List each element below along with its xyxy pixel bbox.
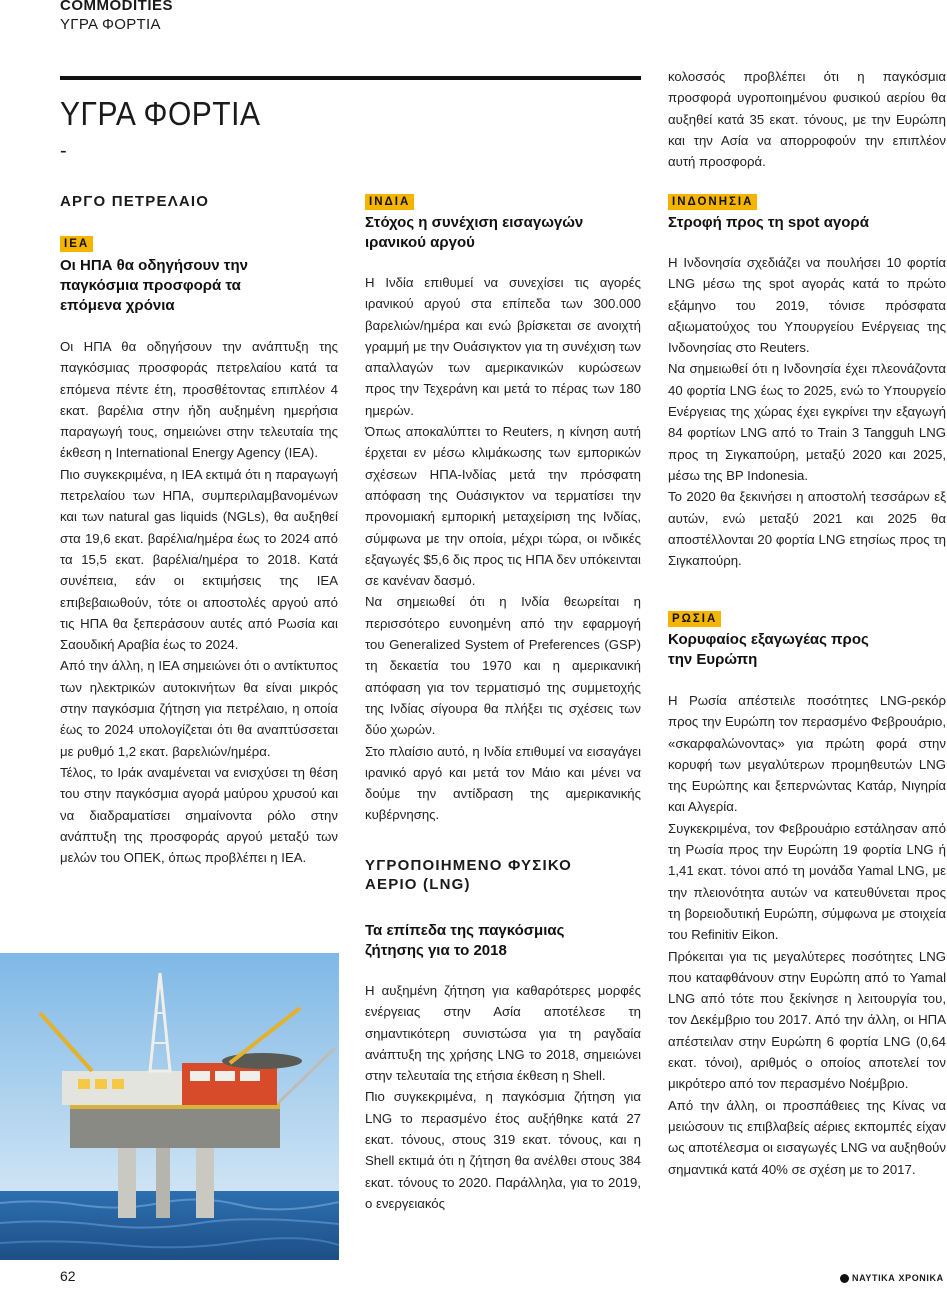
article-india (365, 272, 641, 826)
paragraph: Τέλος, το Ιράκ αναμένεται να ενισχύσει τη θέση του στην παγκόσμια αγορά μαύρου χρυσού και να διαδραματίσει σημαίνοντα ρόλο στην ανάπτυξη της προσφοράς αργού μεταξύ των μελών του ΟΠΕΚ, όπως προβλέπει η IEA. (60, 764, 338, 866)
paragraph: Η Ινδονησία σχεδιάζει να πουλήσει 10 φορτία LNG μέσω της spot αγοράς κατά το πρώτο εξάμηνο του 2019, τόνισε πρόσφατα αξιωματούχος του Υπουργείου Ενέργειας της Ινδονησίας στο Reuters. (668, 255, 946, 356)
article-russia (668, 690, 946, 1180)
article-indonesia (668, 252, 946, 571)
oil-platform-photo (0, 953, 339, 1260)
headline-indonesia: Στροφή προς τη spot αγορά (668, 214, 869, 231)
article-iea (60, 336, 338, 868)
page-number: 62 (60, 1268, 76, 1284)
paragraph: κολοσσός προβλέπει ότι η παγκόσμια προσφορά υγροποιημένου φυσικού αερίου θα αυξηθεί κατά 35 εκατ. τόνους, με την Ευρώπη και την Ασία να απορροφούν την επιπλέον αυτή προσφορά. (668, 69, 946, 170)
paragraph: Πιο συγκεκριμένα, η παγκόσμια ζήτηση για LNG το περασμένο έτος αυξήθηκε κατά 27 εκατ. τόνους, στους 319 εκατ. τόνους, και η Shell εκτιμά ότι η ζήτηση θα ανέλθει στους 384 εκατ. τόνους το 2020. Παράλληλα, για το 2019, ο ενεργειακός (365, 1089, 641, 1211)
paragraph: Όπως αποκαλύπτει το Reuters, η κίνηση αυτή έρχεται εν μέσω κλιμάκωσης των εμπορικών σχέσεων ΗΠΑ-Ινδίας μετά την πρόσφατη απόφαση της Ουάσιγκτον να τερματίσει την προνομιακή εμπορική μεταχείριση της Ινδίας, σύμφωνα με την οποία, μέχρι τώρα, οι ινδικές εξαγωγές $5,6 δις προς τις ΗΠΑ δεν υπόκεινται σε κανέναν δασμό. (365, 424, 641, 589)
paragraph: Να σημειωθεί ότι η Ινδονησία έχει πλεονάζοντα 40 φορτία LNG έως το 2025, ενώ το Υπουργείο Ενέργειας της χώρας έχει εγκρίνει την εξαγωγή 84 φορτίων LNG από το Train 3 Tangguh LNG προς τη Σιγκαπούρη, μεταξύ 2020 και 2025, μέσω της BP Indonesia. (668, 361, 946, 483)
article-lng-continued (668, 66, 946, 172)
section-head-crude-oil: ΑΡΓΟ ΠΕΤΡΕΛΑΙΟ (60, 193, 210, 210)
paragraph: Να σημειωθεί ότι η Ινδία θεωρείται η περισσότερο ευνοημένη από την εφαρμογή του Generalized System of Preferences (GSP) τη δεκαετία του 1970 και η αμερικανική απόφαση για τον τερματισμό της συμμετοχής της Ινδίας σίγουρα θα πλήξει τις σχέσεις των δύο χωρών. (365, 594, 641, 738)
title-dash: - (60, 140, 67, 162)
headline-iea: Οι ΗΠΑ θα οδηγήσουν την παγκόσμια προσφορά τα επόμενα χρόνια (60, 257, 248, 314)
paragraph: Από την άλλη, οι προσπάθειες της Κίνας να μειώσουν τις επιβλαβείς αέριες εκπομπές είχαν ως αποτέλεσμα οι εισαγωγές LNG να αυξηθούν σημαντικά κατά 40% σε σχέση με το 2017. (668, 1097, 946, 1177)
section-head-lng: ΥΓΡΟΠΟΙΗΜΕΝΟ ΦΥΣΙΚΟ ΑΕΡΙΟ (LNG) (365, 857, 573, 893)
paragraph: Πιο συγκεκριμένα, η IEA εκτιμά ότι η παραγωγή πετρελαίου των ΗΠΑ, συμπεριλαμβανομένων και των natural gas liquids (NGLs), θα αυξηθεί στα 19,6 εκατ. βαρέλια/ημέρα έως το 2024 από τα 15,5 εκατ. βαρέλια/ημέρα το 2018. Κατά συνέπεια, εάν οι εκτιμήσεις της IEA επιβεβαιωθούν, τότε οι αποστολές αργού από τις ΗΠΑ θα ξεπεράσουν αυτές από Ρωσία και Σαουδική Αραβία έως το 2024. (60, 466, 338, 653)
paragraph: Οι ΗΠΑ θα οδηγήσουν την ανάπτυξη της παγκόσμιας προσφοράς πετρελαίου κατά τα επόμενα πέντε έτη, προσθέτοντας επιπλέον 4 εκατ. βαρέλια στην ήδη αυξημένη ημερήσια παραγωγή τους, σημειώνει στην τελευταία της έκθεση η International Energy Agency (IEA). (60, 339, 338, 461)
article-lng-demand (365, 980, 641, 1214)
headline-russia: Κορυφαίος εξαγωγέας προς την Ευρώπη (668, 631, 869, 668)
brand-circle-icon (840, 1274, 849, 1283)
brand-logo (840, 1273, 944, 1283)
tag-iea: IEA (60, 236, 93, 252)
paragraph: Συγκεκριμένα, τον Φεβρουάριο εστάλησαν από τη Ρωσία προς την Ευρώπη 19 φορτία LNG ή 1,41 εκατ. τόνοι από τη μονάδα Yamal LNG, με την πλειονότητα αυτών να κατευθύνεται προς τη βορειοδυτική Ευρώπη, σύμφωνα με στοιχεία του Refinitiv Eikon. (668, 820, 946, 943)
tag-india: ΙΝΔΙΑ (365, 194, 414, 210)
headline-lng-demand: Τα επίπεδα της παγκόσμιας ζήτησης για το 2018 (365, 922, 565, 959)
brand-name: ΝΑΥΤΙΚΑ ΧΡΟΝΙΚΑ (852, 1273, 944, 1283)
top-rule (60, 76, 641, 80)
paragraph: Η αυξημένη ζήτηση για καθαρότερες μορφές ενέργειας στην Ασία αποτέλεσε τη σημαντικότερη συνιστώσα για τη ραγδαία ανάπτυξη της χρήσης LNG το 2018, σημειώνει στην τελευταία της ετήσια έκθεση η Shell. (365, 983, 641, 1084)
tag-indonesia: ΙΝΔΟΝΗΣΙΑ (668, 194, 757, 210)
running-header-subsection: ΥΓΡΑ ΦΟΡΤΙΑ (60, 16, 161, 33)
paragraph: Το 2020 θα ξεκινήσει η αποστολή τεσσάρων εξ αυτών, ενώ μεταξύ 2021 και 2025 θα αποστέλλονται 20 φορτία LNG ετησίως προς τη Σιγκαπούρη. (668, 489, 946, 569)
paragraph: Πρόκειται για τις μεγαλύτερες ποσότητες LNG που καταφθάνουν στην Ευρώπη από το Yamal LNG από τότε που ξεκίνησε η λειτουργία του, τον Δεκέμβριο του 2017. Από την άλλη, οι ΗΠΑ απέστειλαν στην Ευρώπη 6 φορτία LNG (0,64 εκατ. τόνοι), αριθμός ο οποίος αποτελεί τον μικρότερο από τον περασμένο Νοέμβριο. (668, 948, 946, 1092)
running-header-section: COMMODITIES (60, 0, 173, 14)
page-title: ΥΓΡΑ ΦΟΡΤΙΑ (60, 96, 261, 133)
paragraph: Η Ρωσία απέστειλε ποσότητες LNG-ρεκόρ προς την Ευρώπη τον περασμένο Φεβρουάριο, «σκαρφαλώνοντας» για πρώτη φορά στην κορυφή των μεγαλύτερων προμηθευτών LNG της Ευρώπης και ξεπερνώντας Κατάρ, Νιγηρία και Αλγερία. (668, 693, 946, 815)
paragraph: Η Ινδία επιθυμεί να συνεχίσει τις αγορές ιρανικού αργού στα επίπεδα των 300.000 βαρελιών/ημέρα και ενώ βρίσκεται σε ανοιχτή γραμμή με την Ουάσιγκτον για τη συνέχιση των απαλλαγών των αμερικανικών κυρώσεων προς την Τεχεράνη και μετά το πέρας των 180 ημερών. (365, 275, 641, 418)
paragraph: Από την άλλη, η IEA σημειώνει ότι ο αντίκτυπος των ηλεκτρικών αυτοκινήτων θα είναι μικρός στην παγκόσμια ζήτηση για πετρέλαιο, η οποία έως το 2024 υπολογίζεται ότι θα αναπτύσσεται με ρυθμό 1,2 εκατ. βαρελιών/ημέρα. (60, 658, 338, 759)
tag-russia: ΡΩΣΙΑ (668, 611, 721, 627)
headline-india: Στόχος η συνέχιση εισαγωγών ιρανικού αργού (365, 214, 584, 251)
paragraph: Στο πλαίσιο αυτό, η Ινδία επιθυμεί να εισαγάγει ιρανικό αργό και μετά τον Μάιο και μένει να δούμε την αντίδραση της αμερικανικής κυβέρνησης. (365, 743, 641, 823)
